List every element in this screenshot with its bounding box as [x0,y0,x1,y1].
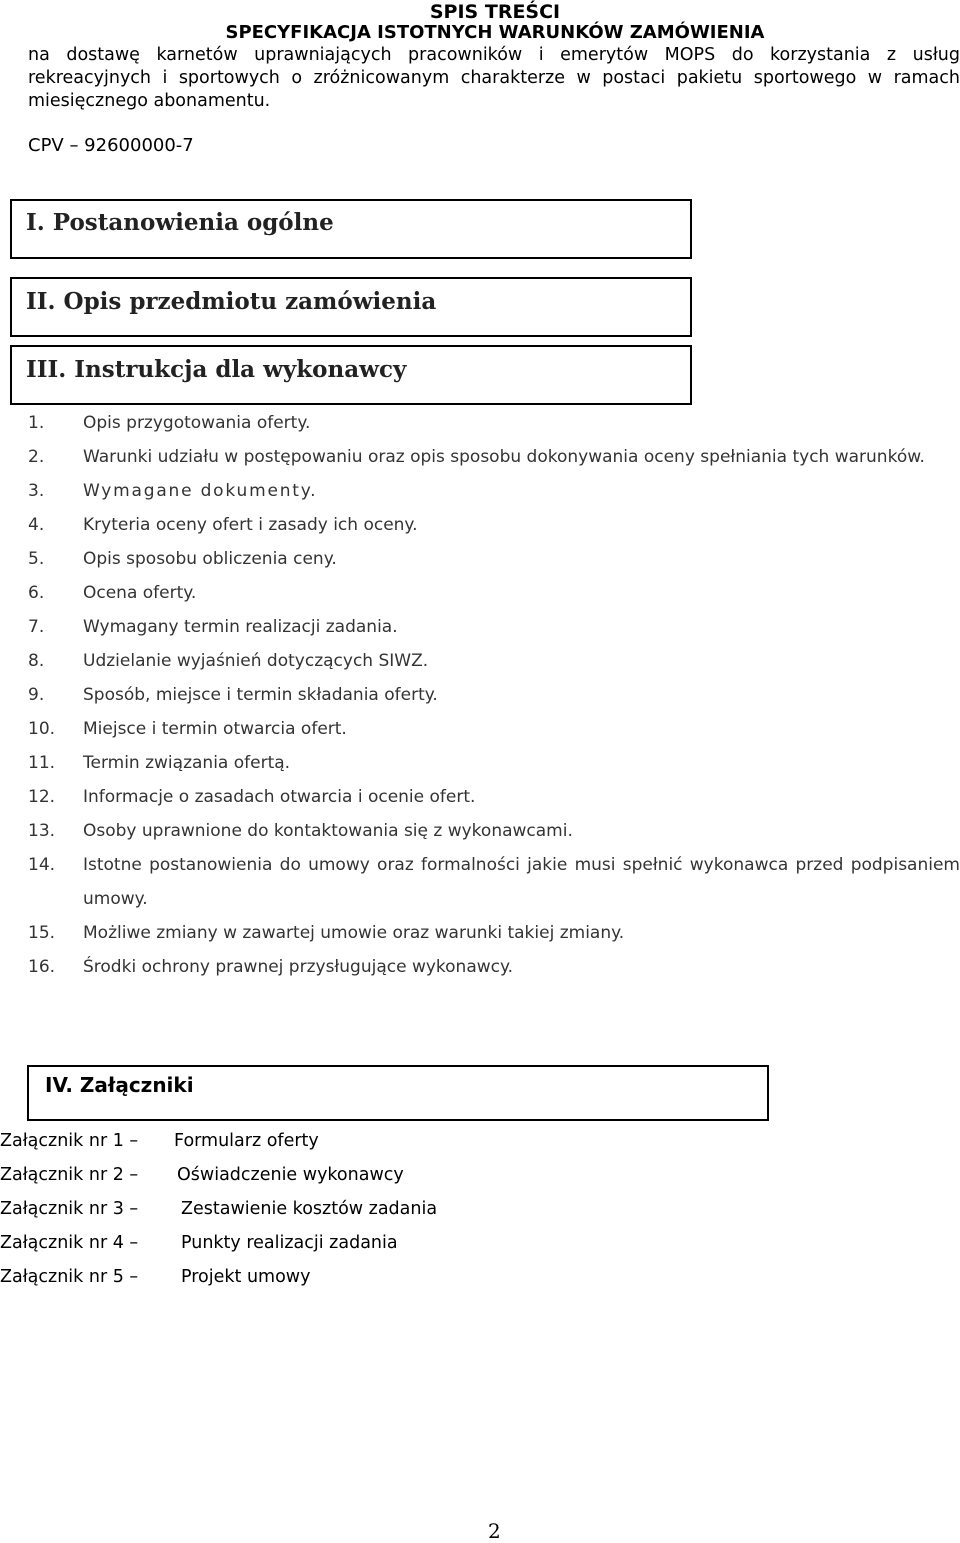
toc-item [28,406,960,440]
toc-number: 10. [28,719,56,739]
toc-number: 13. [28,821,56,841]
toc-item [28,508,960,542]
cpv-code: CPV – 92600000-7 [28,135,194,156]
attachments-list [0,1124,437,1294]
toc-text: Opis przygotowania oferty. [83,413,311,433]
document-subtitle: SPECYFIKACJA ISTOTNYCH WARUNKÓW ZAMÓWIENIA [225,22,765,43]
section-heading-general: I. Postanowienia ogólne [10,199,692,259]
toc-number: 11. [28,753,56,773]
toc-number: 16. [28,957,56,977]
toc-number: 7. [28,617,45,637]
attachment-text: Zestawienie kosztów zadania [181,1199,438,1219]
attachment-item [0,1260,437,1294]
toc-text: Wymagany termin realizacji zadania. [83,617,398,637]
attachment-label: Załącznik nr 2 – [0,1165,139,1185]
toc-item [28,848,960,916]
toc-item [28,644,960,678]
toc-text: Możliwe zmiany w zawartej umowie oraz warunki takiej zmiany. [83,923,625,943]
attachment-text: Punkty realizacji zadania [181,1233,398,1253]
page-number: 2 [488,1519,501,1543]
attachment-item [0,1226,437,1260]
attachments-heading: IV. Załączniki [27,1065,769,1121]
toc-number: 1. [28,413,45,433]
toc-item [28,950,960,984]
toc-item [28,610,960,644]
toc-number: 6. [28,583,45,603]
toc-item [28,576,960,610]
attachment-text: Formularz oferty [174,1131,319,1151]
toc-number: 14. [28,855,56,875]
toc-text: Istotne postanowienia do umowy oraz formalności jakie musi spełnić wykonawca przed podpisaniem umowy. [83,855,960,909]
toc-text: Warunki udziału w postępowaniu oraz opis sposobu dokonywania oceny spełniania tych warunków. [83,447,925,467]
attachment-item [0,1124,437,1158]
toc-number: 15. [28,923,56,943]
intro-paragraph: na dostawę karnetów uprawniających pracowników i emerytów MOPS do korzystania z usług rekreacyjnych i sportowych o zróżnicowanym charakterze w postaci pakietu sportowego w ramach miesięcznego abonamentu. [28,45,960,111]
toc-item [28,542,960,576]
toc-text: Sposób, miejsce i termin składania oferty. [83,685,438,705]
toc-item [28,916,960,950]
attachment-text: Oświadczenie wykonawcy [177,1165,404,1185]
section-heading-subject: II. Opis przedmiotu zamówienia [10,277,692,337]
toc-item [28,712,960,746]
toc-text: Opis sposobu obliczenia ceny. [83,549,337,569]
toc-text: Wymagane dokumenty. [83,481,318,501]
toc-number: 3. [28,481,45,501]
attachment-label: Załącznik nr 5 – [0,1267,139,1287]
toc-number: 4. [28,515,45,535]
toc-text: Informacje o zasadach otwarcia i ocenie ofert. [83,787,476,807]
attachment-text: Projekt umowy [181,1267,311,1287]
toc-text: Termin związania ofertą. [83,753,291,773]
toc-number: 2. [28,447,45,467]
toc-item [28,440,960,474]
toc-number: 5. [28,549,45,569]
toc-number: 8. [28,651,45,671]
attachment-label: Załącznik nr 4 – [0,1233,139,1253]
toc-item [28,814,960,848]
toc-text: Kryteria oceny ofert i zasady ich oceny. [83,515,418,535]
section-heading-instructions: III. Instrukcja dla wykonawcy [10,345,692,405]
toc-item [28,746,960,780]
toc-text: Udzielanie wyjaśnień dotyczących SIWZ. [83,651,429,671]
toc-text: Środki ochrony prawnej przysługujące wykonawcy. [83,957,514,977]
attachment-label: Załącznik nr 3 – [0,1199,139,1219]
attachment-label: Załącznik nr 1 – [0,1131,139,1151]
toc-list [28,406,960,984]
document-title: SPIS TREŚCI [429,1,561,23]
toc-number: 12. [28,787,56,807]
toc-number: 9. [28,685,45,705]
toc-item [28,474,960,508]
toc-item [28,780,960,814]
toc-text: Osoby uprawnione do kontaktowania się z wykonawcami. [83,821,573,841]
attachment-item [0,1158,437,1192]
toc-text: Ocena oferty. [83,583,197,603]
attachment-item [0,1192,437,1226]
toc-text: Miejsce i termin otwarcia ofert. [83,719,347,739]
toc-item [28,678,960,712]
